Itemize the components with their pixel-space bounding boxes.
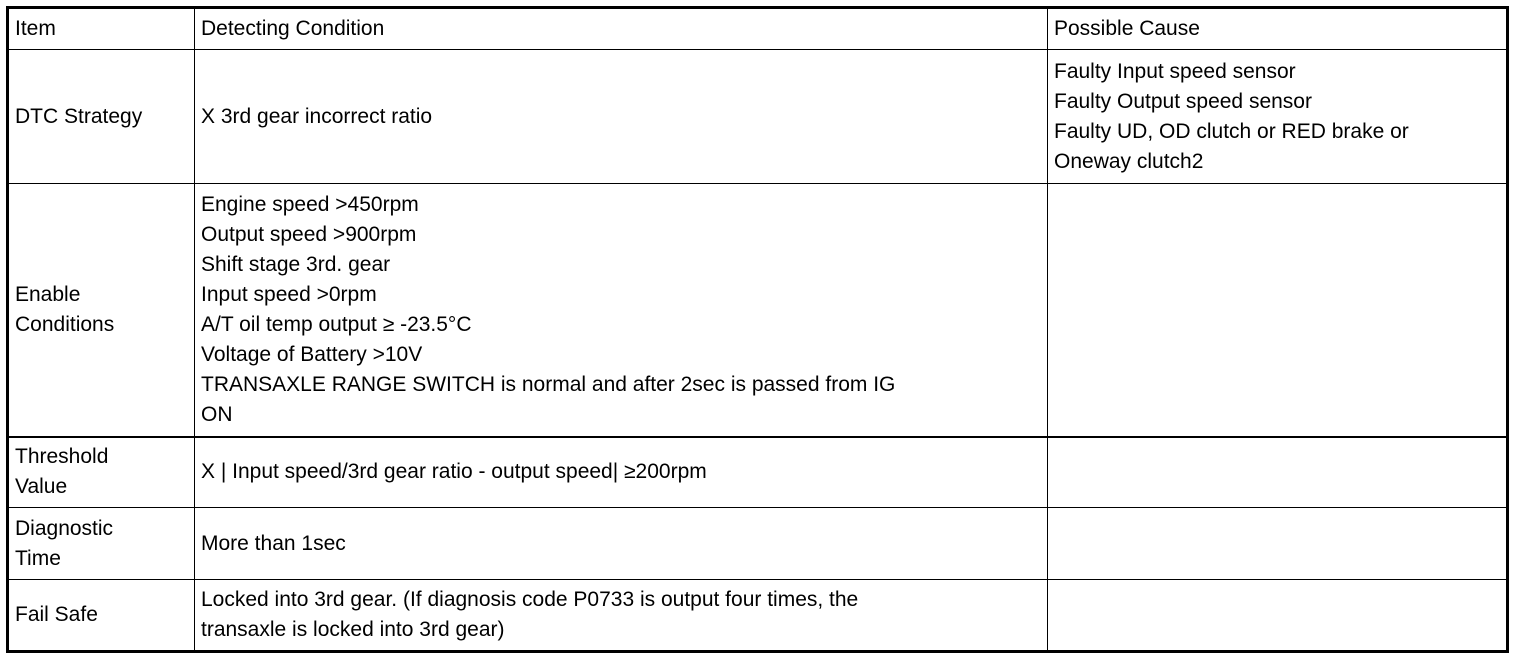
condition-cell: [195, 508, 1048, 580]
header-row: [8, 8, 1508, 50]
condition-cell-line: ON: [201, 402, 233, 426]
cause-cell: [1048, 50, 1508, 184]
table-row-enable-conditions: [8, 184, 1508, 437]
cause-cell: [1048, 508, 1508, 580]
table-row-fail-safe: [8, 580, 1508, 652]
condition-cell-line: Locked into 3rd gear. (If diagnosis code P0733 is output four times, the: [201, 588, 859, 611]
condition-cell-line: transaxle is locked into 3rd gear): [201, 618, 505, 641]
item-cell: [8, 50, 195, 184]
header-possible-cause: Possible Cause: [1048, 8, 1508, 50]
cause-cell-line: Faulty Output speed sensor: [1054, 89, 1312, 113]
condition-cell-line: Input speed >0rpm: [201, 282, 377, 306]
condition-cell-line: X | Input speed/3rd gear ratio - output speed| ≥200rpm: [201, 460, 707, 484]
condition-cell-line: X 3rd gear incorrect ratio: [201, 104, 433, 128]
table-row-diagnostic-time: [8, 508, 1508, 580]
condition-cell-line: Engine speed >450rpm: [201, 192, 419, 216]
condition-cell-line: Output speed >900rpm: [201, 222, 417, 246]
item-cell-line: Threshold: [15, 445, 109, 469]
condition-cell: [195, 184, 1048, 437]
condition-cell-line: TRANSAXLE RANGE SWITCH is normal and after 2sec is passed from IG: [201, 372, 896, 396]
item-cell-line: Enable: [15, 282, 81, 306]
item-cell-line: Time: [15, 546, 61, 570]
cause-cell: [1048, 580, 1508, 652]
item-cell-line: Conditions: [15, 312, 115, 336]
item-cell: [8, 508, 195, 580]
cause-cell-line: Oneway clutch2: [1054, 149, 1204, 173]
item-cell-line: Diagnostic: [15, 516, 114, 540]
dtc-table: [6, 6, 1509, 653]
table-row-dtc-strategy: [8, 50, 1508, 184]
cause-cell-line: Faulty Input speed sensor: [1054, 59, 1296, 83]
condition-cell-line: Shift stage 3rd. gear: [201, 252, 391, 276]
header-item: Item: [8, 8, 195, 50]
cause-cell-line: Faulty UD, OD clutch or RED brake or: [1054, 119, 1409, 143]
cause-cell: [1048, 437, 1508, 508]
header-detecting-condition: Detecting Condition: [195, 8, 1048, 50]
condition-cell: [195, 437, 1048, 508]
table-body: [8, 50, 1508, 652]
table-row-threshold-value: [8, 437, 1508, 508]
condition-cell-line: More than 1sec: [201, 531, 346, 555]
item-cell: [8, 184, 195, 437]
item-cell-line: Fail Safe: [15, 603, 98, 626]
condition-cell-line: Voltage of Battery >10V: [201, 342, 423, 366]
item-cell: [8, 580, 195, 652]
cause-cell: [1048, 184, 1508, 437]
item-cell: [8, 437, 195, 508]
item-cell-line: Value: [15, 475, 68, 499]
condition-cell: [195, 50, 1048, 184]
condition-cell-line: A/T oil temp output ≥ -23.5°C: [201, 312, 472, 336]
condition-cell: [195, 580, 1048, 652]
item-cell-line: DTC Strategy: [15, 104, 143, 128]
